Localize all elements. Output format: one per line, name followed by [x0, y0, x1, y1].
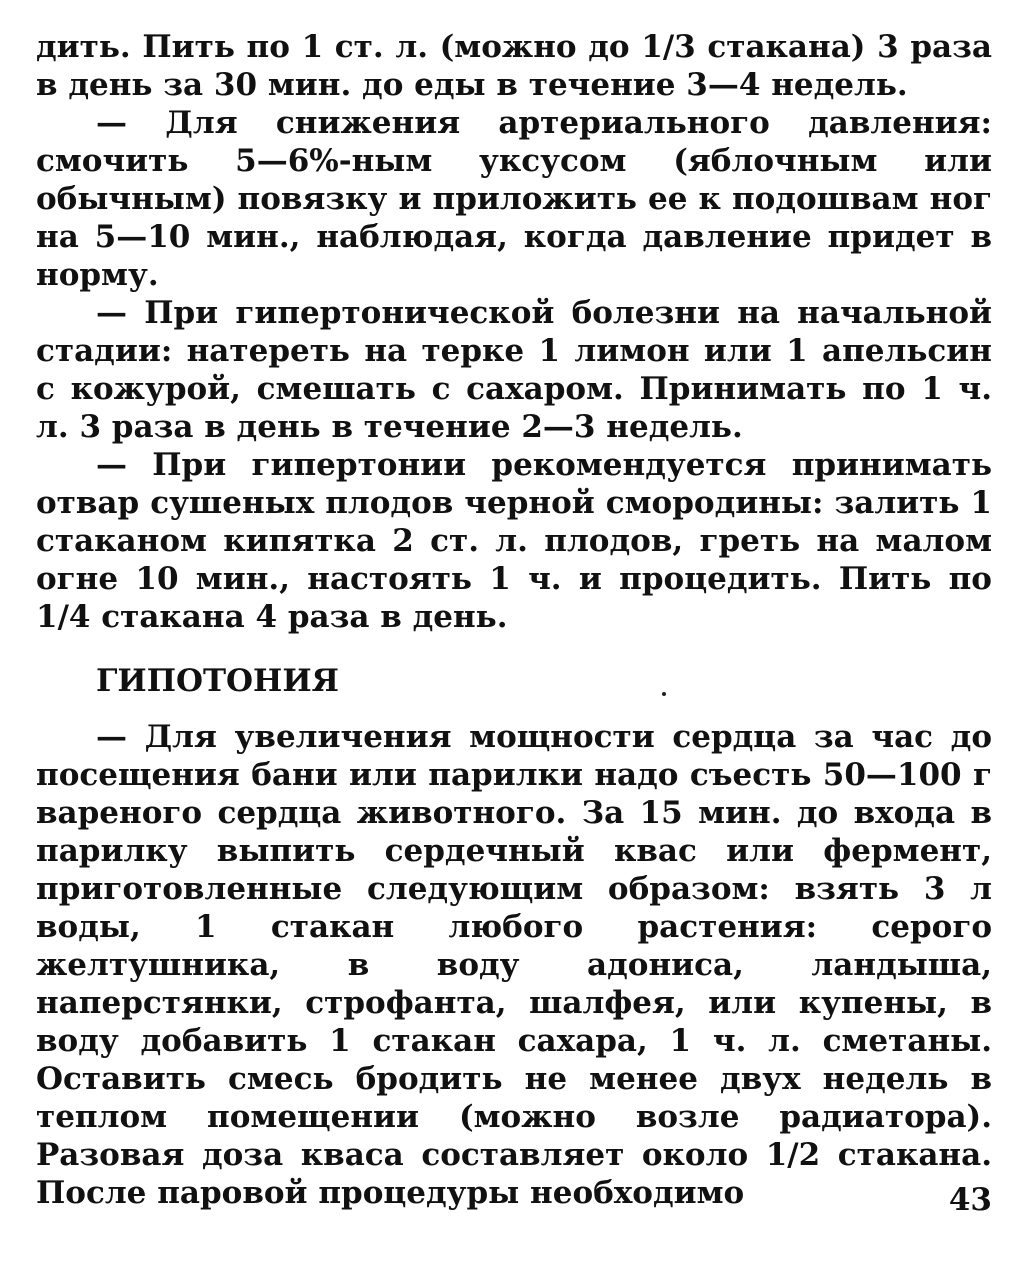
page-content — [36, 28, 992, 1212]
page-number: 43 — [948, 1182, 992, 1218]
paragraph: — Для снижения артериального давления: смочить 5—6%-ным уксусом (яблочным или обычным) повязку и приложить ее к подошвам ног на 5—10 мин., наблюдая, когда давление придет в норму. — [36, 105, 992, 293]
print-speck — [662, 692, 666, 696]
paragraph: — При гипертонической болезни на начальной стадии: натереть на терке 1 лимон или 1 апельсин с кожурой, смешать с сахаром. Принимать по 1 ч. л. 3 раза в день в течение 2—3 недель. — [36, 295, 992, 445]
section-heading: ГИПОТОНИЯ — [96, 663, 339, 699]
paragraph: дить. Пить по 1 ст. л. (можно до 1/3 стакана) 3 раза в день за 30 мин. до еды в течение 3—4 недель. — [36, 29, 992, 103]
paragraph: — Для увеличения мощности сердца за час до посещения бани или парилки надо съесть 50—100 г вареного сердца животного. За 15 мин. до входа в парилку выпить сердечный квас или фермент, приготовленные следующим образом: взять 3 л воды, 1 стакан любого растения: серого желтушника, в воду адониса, ландыша, наперстянки, строфанта, шалфея, или купены, в воду добавить 1 стакан сахара, 1 ч. л. сметаны. Оставить смесь бродить не менее двух недель в теплом помещении (можно возле радиатора). Разовая доза кваса составляет около 1/2 стакана. После паровой процедуры необходимо — [36, 719, 992, 1211]
paragraph: — При гипертонии рекомендуется принимать отвар сушеных плодов черной смородины: залить 1 стаканом кипятка 2 ст. л. плодов, греть на малом огне 10 мин., настоять 1 ч. и процедить. Пить по 1/4 стакана 4 раза в день. — [36, 447, 992, 635]
